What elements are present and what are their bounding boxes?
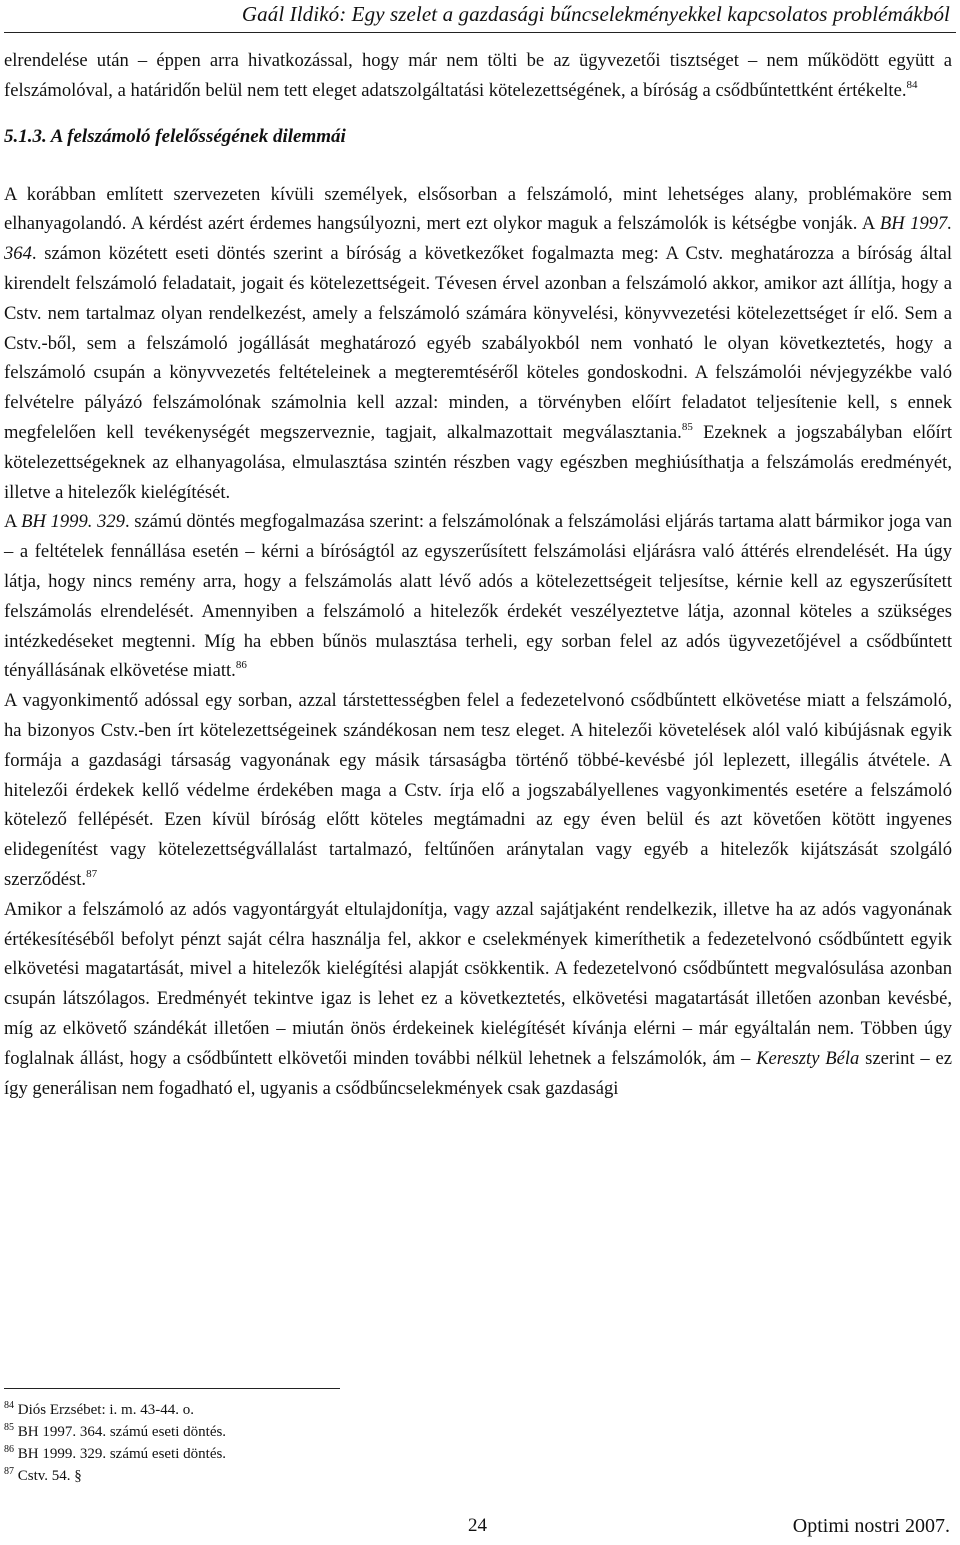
footnote-ref-85[interactable]: 85 xyxy=(681,420,693,433)
footnotes xyxy=(4,1399,226,1487)
page-body xyxy=(4,46,952,1103)
author-name: Kereszty Béla xyxy=(756,1047,860,1069)
paragraph-intro: elrendelése után – éppen arra hivatkozással, hogy már nem tölti be az ügyvezetői tisztséget – nem működött együtt a felszámolóval, a határidőn belül nem tett eleget adatszolgáltatási kötelezettségének, a bíróság a csődbűntettként értékelte.$^{84}$ xyxy=(4,50,952,101)
header-rule xyxy=(4,32,956,33)
footnote-ref-87[interactable]: 87 xyxy=(86,867,98,880)
paragraph-liquidator-role: A korábban említett szervezeten kívüli személyek, elsősorban a felszámoló, mint lehetséges alany, problémaköre sem elhanyagolandó. A kérdést azért érdemes hangsúlyozni, mert ezt olykor maguk a felszámolók is kétségbe vonják. A BH 1997. 364. számon közétett eseti döntés szerint a bíróság a következőket fogalmazta meg: A Cstv. meghatározza a bíróság által kirendelt felszámoló feladatait, jogait és kötelezettségeit. Tévesen érvel azonban a felszámoló akkor, amikor azt állítja, hogy a Cstv. nem tartalmaz olyan rendelkezést, amely a felszámoló számára könyvelési, könyvvezetési kötelezettséget ír elő. Sem a Cstv.-ből, sem a felszámoló jogállását meghatározó egyéb szabályokból nem vonható le olyan következtetés, hogy a felszámoló csupán a könyvvezetés feltételeinek a megteremtéséről köteles gondoskodni. A felszámolói névjegyzékbe való felvételre pályázó felszámolónak számolnia kell azzal: minden, a törvényben előírt feladatot teljesítenie kell, s ennek megfelelően kell tevékenységét megszerveznie, tagjait, alkalmazottait megválasztania.$^{85}$ Ezeknek a jogszabályban előírt kötelezettségeknek az elhanyagolása, elmulasztása szintén részben vagy egészben meghiúsíthatja a felszámolás eredményét, illetve a hitelezők kielégítését. xyxy=(4,183,953,503)
case-reference: BH 1999. 329 xyxy=(21,511,125,533)
paragraph-appropriation: Amikor a felszámoló az adós vagyontárgyát eltulajdonítja, vagy azzal sajátjaként rendelkezik, illetve ha az adós vagyonának értékesítéséből befolyt pénzt saját célra használja fel, akkor e cselekmények kimeríthetik a fedezetelvonó csődbűntett egyik elkövetési magatartását, mivel a hitelezők kielégítési alapját csökkentik. A fedezetelvonó csődbűntett megvalósulása azonban csupán látszólagos. Eredményét tekintve igaz is lehet ez a következtetés, elkövetési magatartását illetően azonban kevésbé, míg az elkövető szándékát illetően – miután önös érdekeinek kielégítését kívánja elérni – már egyáltalán nem. Többen úgy foglalnak állást, hogy a csődbűntett elkövetői minden további nélkül lehetnek a felszámolók, ám – Kereszty Béla szerint – ez így generálisan nem fogadható el, ugyanis a csődbűncselekmények csak gazdasági xyxy=(4,898,953,1099)
page-number: 24 xyxy=(468,1515,487,1536)
footnote-84: $^{84}$ Diós Erzsébet: i. m. 43-44. o. xyxy=(4,1400,194,1418)
footnote-86: $^{86}$ BH 1999. 329. számú eseti döntés. xyxy=(4,1444,227,1462)
paragraph-simplified-procedure: A BH 1999. 329. számú döntés megfogalmazása szerint: a felszámolónak a felszámolási eljárás tartama alatt bármikor joga van – a feltételek fennállása esetén – kérni a bíróságtól az egyszerűsített felszámolási eljárásra való áttérés elrendelését. Ha úgy látja, hogy nincs remény arra, hogy a felszámolás alatt lévő adós a kötelezettségeit teljesítse, kérnie kell az egyszerűsített felszámolás elrendelését. Amennyiben a felszámoló a hitelezők érdekét veszélyeztetve látja, azonnal köteles a szükséges intézkedéseket megtenni. Míg ha ebben bűnös mulasztása terheli, egy sorban felel az adós ügyvezetőjével a csődbűntett tényállásának elkövetése miatt.$^{86}$ xyxy=(4,511,952,682)
publication-footer: Optimi nostri 2007. xyxy=(792,1515,950,1537)
running-header: Gaál Ildikó: Egy szelet a gazdasági bűncselekményekkel kapcsolatos problémákból xyxy=(241,2,950,26)
footnote-ref-84[interactable]: 84 xyxy=(906,78,918,91)
case-reference: BH 1997. 364 xyxy=(4,213,952,265)
footnote-87: $^{87}$ Cstv. 54. § xyxy=(4,1466,82,1484)
footnote-85: $^{85}$ BH 1997. 364. számú eseti döntés. xyxy=(4,1422,227,1440)
paragraph-asset-stripping: A vagyonkimentő adóssal egy sorban, azzal társtettességben felel a fedezetelvonó csődbűntett elkövetése miatt a felszámoló, ha bizonyos Cstv.-ben írt kötelezettségeinek szándékosan nem tesz eleget. A hitelezői követelések alól való kibújásnak egyik formája a gazdasági társaság vagyonának egy másik társaságba történő többé-kevésbé jól leplezett, illegális átvétele. A hitelezői érdekek kellő védelme érdekében maga a Cstv. írja elő a jogszabályellenes vagyonkimentés esetére a felszámoló kötelező fellépését. Ezen kívül bíróság előtt köteles megtámadni az egy éven belül és azt követően kötött ingyenes elidegenítést vagy kötelezettségvállalást tartalmazó, feltűnően aránytalan vagy egyéb a hitelezők kijátszását szolgáló szerződést.$^{87}$ xyxy=(4,690,952,890)
footnote-ref-86[interactable]: 86 xyxy=(235,659,247,672)
section-heading: 5.1.3. A felszámoló felelősségének dilemmái xyxy=(4,125,346,147)
footnote-rule xyxy=(4,1388,340,1389)
